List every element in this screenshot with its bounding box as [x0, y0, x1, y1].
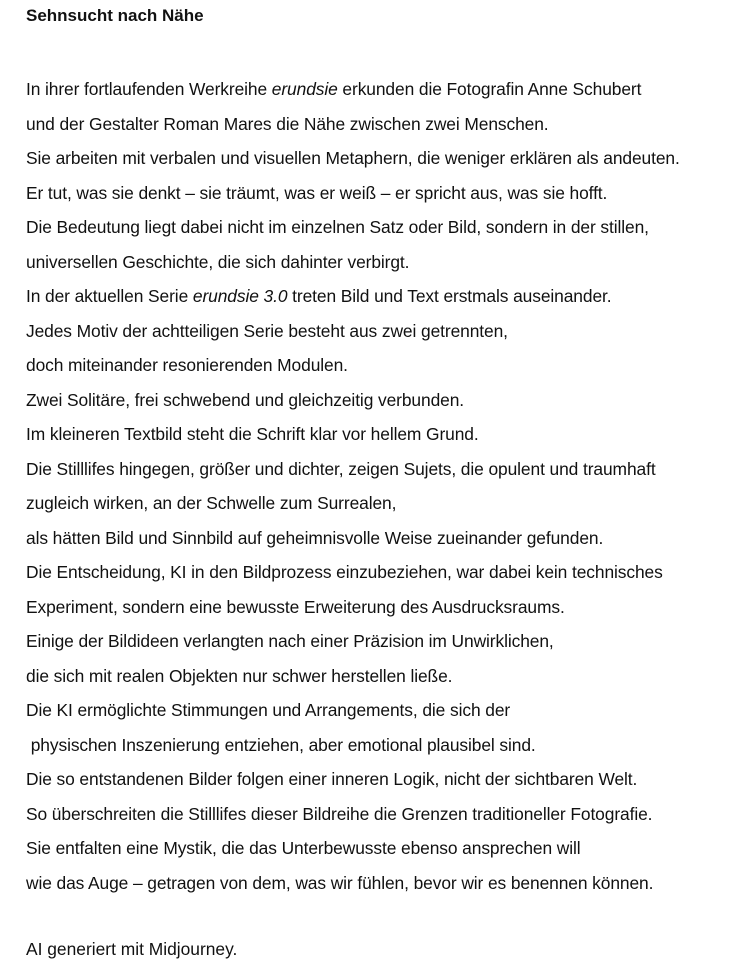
text-line: [26, 693, 680, 728]
text-line: [26, 452, 680, 487]
text-line: [26, 624, 680, 659]
text-segment: Sie entfalten eine Mystik, die das Unterbewusste ebenso ansprechen will: [26, 838, 581, 858]
text-line: [26, 107, 680, 142]
text-line: [26, 348, 680, 383]
text-segment: Die KI ermöglichte Stimmungen und Arrangements, die sich der: [26, 700, 511, 720]
text-segment: doch miteinander resonierenden Modulen.: [26, 355, 348, 375]
text-line: [26, 555, 680, 590]
text-segment: In der aktuellen Serie: [26, 286, 193, 306]
text-line: [26, 831, 680, 866]
text-segment: In ihrer fortlaufenden Werkreihe: [26, 79, 272, 99]
text-segment: universellen Geschichte, die sich dahinter verbirgt.: [26, 251, 410, 272]
body-text: [26, 72, 680, 900]
text-line: [26, 176, 680, 211]
text-line: [26, 521, 680, 556]
text-segment: erkunden die Fotografin Anne Schubert: [337, 79, 642, 99]
footer-note: AI generiert mit Midjourney.: [26, 939, 238, 959]
document-title: Sehnsucht nach Nähe: [26, 6, 204, 25]
text-segment: Sie arbeiten mit verbalen und visuellen Metaphern, die weniger erklären als andeuten.: [26, 148, 680, 168]
text-segment: als hätten Bild und Sinnbild auf geheimnisvolle Weise zueinander gefunden.: [26, 527, 604, 548]
text-segment: Jedes Motiv der achtteiligen Serie besteht aus zwei getrennten,: [26, 320, 508, 341]
text-segment: Zwei Solitäre, frei schwebend und gleichzeitig verbunden.: [26, 389, 465, 410]
text-segment: wie das Auge – getragen von dem, was wir fühlen, bevor wir es benennen können.: [26, 872, 654, 893]
text-segment: Die Entscheidung, KI in den Bildprozess einzubeziehen, war dabei kein technisches: [26, 562, 663, 582]
text-line: [26, 210, 680, 245]
text-line: [26, 762, 680, 797]
italic-segment: erundsie: [271, 79, 338, 99]
text-line: [26, 417, 680, 452]
text-segment: Die Stilllifes hingegen, größer und dichter, zeigen Sujets, die opulent und traumhaft: [26, 458, 656, 479]
text-segment: und der Gestalter Roman Mares die Nähe zwischen zwei Menschen.: [26, 113, 549, 134]
text-line: [26, 486, 680, 521]
text-segment: Experiment, sondern eine bewusste Erweiterung des Ausdrucksraums.: [26, 596, 565, 617]
text-segment: So überschreiten die Stilllifes dieser Bildreihe die Grenzen traditioneller Fotografie.: [26, 803, 653, 824]
text-segment: Die so entstandenen Bilder folgen einer inneren Logik, nicht der sichtbaren Welt.: [26, 769, 638, 789]
text-line: [26, 141, 680, 176]
text-line: [26, 383, 680, 418]
text-line: [26, 314, 680, 349]
text-line: [26, 245, 680, 280]
text-line: [26, 72, 680, 107]
text-line: [26, 728, 680, 763]
text-segment: Im kleineren Textbild steht die Schrift klar vor hellem Grund.: [26, 424, 479, 444]
text-segment: die sich mit realen Objekten nur schwer herstellen ließe.: [26, 665, 453, 686]
text-segment: Einige der Bildideen verlangten nach einer Präzision im Unwirklichen,: [26, 631, 554, 651]
text-segment: zugleich wirken, an der Schwelle zum Surrealen,: [26, 493, 397, 513]
text-segment: Die Bedeutung liegt dabei nicht im einzelnen Satz oder Bild, sondern in der stillen,: [26, 217, 649, 237]
text-line: [26, 279, 680, 314]
text-line: [26, 590, 680, 625]
text-segment: Er tut, was sie denkt – sie träumt, was er weiß – er spricht aus, was sie hofft.: [26, 182, 608, 203]
text-line: [26, 797, 680, 832]
italic-segment: erundsie 3.0: [192, 286, 288, 306]
text-line: [26, 659, 680, 694]
text-segment: physischen Inszenierung entziehen, aber emotional plausibel sind.: [26, 734, 536, 755]
text-segment: treten Bild und Text erstmals auseinander.: [287, 286, 612, 306]
text-line: [26, 866, 680, 901]
